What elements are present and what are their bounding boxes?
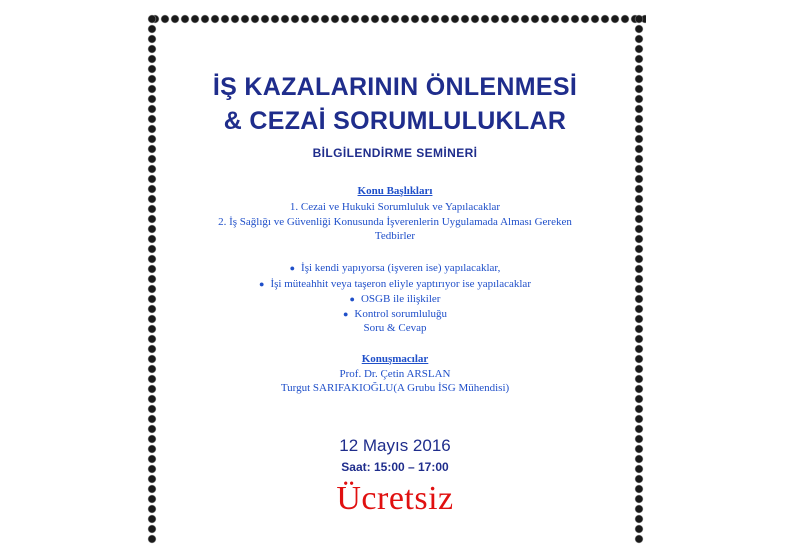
bullet-icon: ● [259,279,265,289]
beaded-border-top [150,14,646,24]
beaded-border-right [634,14,644,544]
bullet-item [160,262,630,274]
bullet-icon: ● [342,309,349,319]
bullet-icon: ● [349,294,355,304]
bullet-text: Kontrol sorumluluğu [354,308,448,320]
title-line-2: & CEZAİ SORUMLULUKLAR [223,107,567,135]
price-label: Ücretsiz [336,480,454,517]
beaded-border-left [147,14,157,544]
title-line-1: İŞ KAZALARININ ÖNLENMESİ [212,73,578,101]
bullet-item [160,308,630,320]
event-date: 12 Mayıs 2016 [339,436,451,455]
topic-item: 1. Cezai ve Hukuki Sorumluluk ve Yapılacaklar [289,201,501,213]
speaker-name: Turgut SARIFAKIOĞLU(A Grubu İSG Mühendisi) [280,382,510,394]
topics-heading: Konu Başlıkları [357,185,433,197]
qa-line: Soru & Cevap [363,322,427,334]
topic-item: 2. İş Sağlığı ve Güvenliği Konusunda İşverenlerin Uygulamada Alması Gereken [218,216,572,228]
topic-item-continuation: Tedbirler [374,230,416,242]
bullet-icon: ● [289,263,296,273]
speaker-name: Prof. Dr. Çetin ARSLAN [339,368,451,380]
bullet-item [160,293,630,305]
bullet-item [160,278,630,290]
event-time: Saat: 15:00 – 17:00 [341,460,449,474]
speakers-heading: Konuşmacılar [361,353,429,365]
subtitle: BİLGİLENDİRME SEMİNERİ [312,146,478,160]
bullet-text: OSGB ile ilişkiler [360,293,441,305]
bullet-text: İşi müteahhit veya taşeron eliyle yaptırıyor ise yapılacaklar [270,278,531,290]
bullet-text: İşi kendi yapıyorsa (işveren ise) yapılacaklar, [301,262,501,274]
